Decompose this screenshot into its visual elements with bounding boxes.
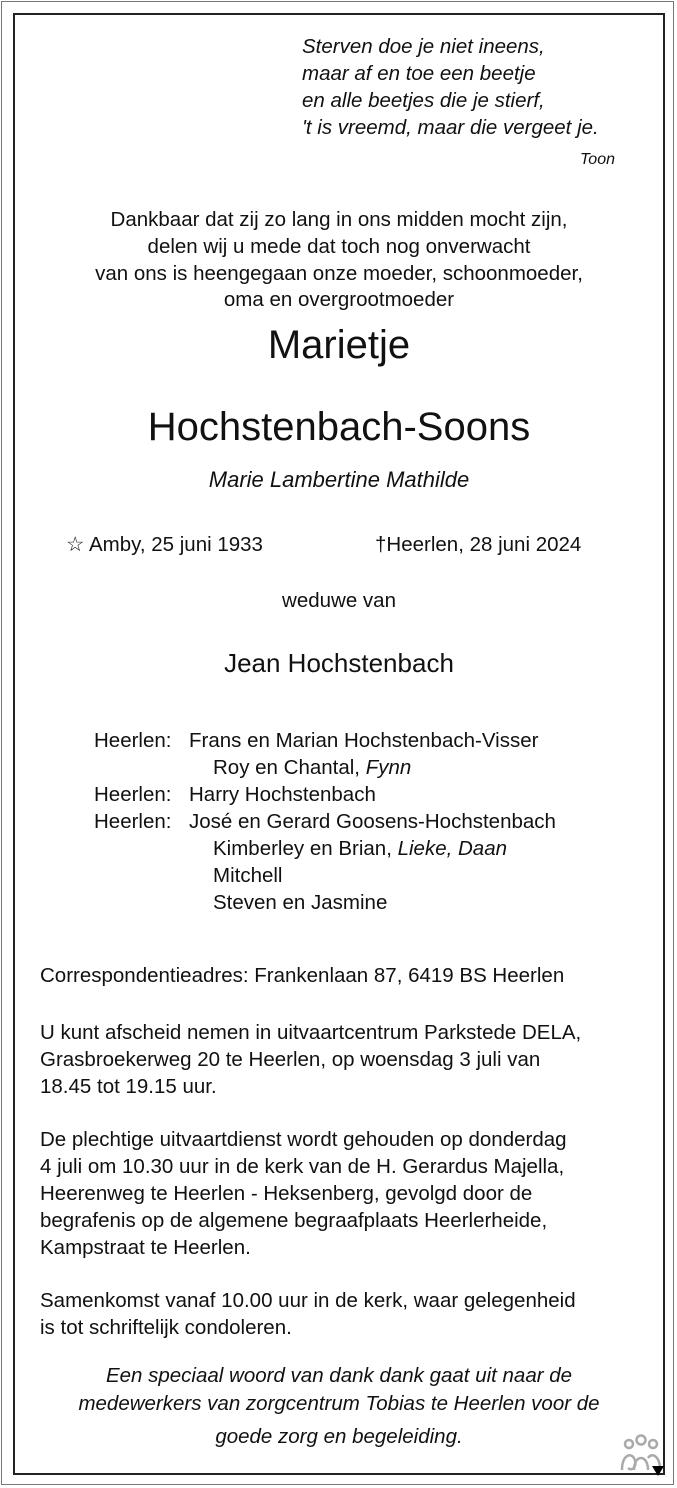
family-names bbox=[213, 890, 387, 916]
family-name-text: Frans en Marian Hochstenbach-Visser bbox=[189, 729, 539, 752]
poem-line: 't is vreemd, maar die vergeet je. bbox=[302, 116, 599, 139]
thanks-line: goede zorg en begeleiding. bbox=[215, 1425, 463, 1448]
farewell-line: Grasbroekerweg 20 te Heerlen, op woensdag 3 juli van bbox=[40, 1048, 541, 1071]
family-names bbox=[189, 809, 556, 835]
service-line: 4 juli om 10.30 uur in de kerk van de H. Gerardus Majella, bbox=[40, 1155, 565, 1178]
family-names bbox=[213, 755, 411, 781]
correspondence-address: Correspondentieadres: Frankenlaan 87, 6419 BS Heerlen bbox=[40, 964, 565, 987]
family-name-text: Roy en Chantal, bbox=[213, 756, 366, 779]
family-name-text: Harry Hochstenbach bbox=[189, 783, 376, 806]
farewell-line: 18.45 tot 19.15 uur. bbox=[40, 1075, 217, 1098]
service-line: Heerenweg te Heerlen - Heksenberg, gevolgd door de bbox=[40, 1182, 533, 1205]
intro-line: van ons is heengegaan onze moeder, schoonmoeder, bbox=[95, 262, 583, 285]
thanks-line: medewerkers van zorgcentrum Tobias te Heerlen voor de bbox=[78, 1392, 600, 1415]
family-names bbox=[213, 836, 507, 862]
widow-of: weduwe van bbox=[282, 589, 396, 612]
deceased-given-names: Marie Lambertine Mathilde bbox=[208, 467, 470, 492]
birth-text: Amby, 25 juni 1933 bbox=[88, 533, 263, 556]
star-icon: ☆ bbox=[66, 533, 85, 556]
cross-icon: † bbox=[375, 533, 387, 556]
poem-line: en alle beetjes die je stierf, bbox=[302, 89, 545, 112]
service-line: Kampstraat te Heerlen. bbox=[40, 1236, 251, 1259]
people-logo-icon bbox=[618, 1432, 664, 1478]
family-names bbox=[189, 782, 376, 808]
family-place: Heerlen: bbox=[94, 810, 172, 833]
birth-info bbox=[66, 532, 263, 558]
service-line: begrafenis op de algemene begraafplaats Heerlerheide, bbox=[40, 1209, 548, 1232]
gathering-line: is tot schriftelijk condoleren. bbox=[40, 1316, 292, 1339]
thanks-line: Een speciaal woord van dank dank gaat uit naar de bbox=[105, 1364, 573, 1387]
death-text: Heerlen, 28 juni 2024 bbox=[386, 533, 582, 556]
poem-line: maar af en toe een beetje bbox=[302, 62, 536, 85]
family-place: Heerlen: bbox=[94, 729, 172, 752]
family-name-text: Steven en Jasmine bbox=[213, 891, 388, 914]
intro-line: delen wij u mede dat toch nog onverwacht bbox=[147, 235, 531, 258]
poem-line: Sterven doe je niet ineens, bbox=[302, 35, 545, 58]
death-info bbox=[375, 532, 581, 558]
family-name-text: Mitchell bbox=[213, 864, 283, 887]
deceased-last-name: Hochstenbach-Soons bbox=[147, 405, 531, 449]
spouse-name: Jean Hochstenbach bbox=[224, 648, 454, 678]
intro-line: Dankbaar dat zij zo lang in ons midden mocht zijn, bbox=[110, 208, 568, 231]
family-name-text: José en Gerard Goosens-Hochstenbach bbox=[189, 810, 556, 833]
family-place: Heerlen: bbox=[94, 783, 172, 806]
intro-line: oma en overgrootmoeder bbox=[223, 288, 455, 311]
family-grandchildren: Lieke, Daan bbox=[397, 837, 508, 860]
gathering-line: Samenkomst vanaf 10.00 uur in de kerk, waar gelegenheid bbox=[40, 1289, 576, 1312]
poem-author: Toon bbox=[580, 151, 615, 168]
family-names bbox=[213, 863, 283, 889]
family-name-text: Kimberley en Brian, bbox=[213, 837, 398, 860]
service-line: De plechtige uitvaartdienst wordt gehouden op donderdag bbox=[40, 1128, 567, 1151]
farewell-line: U kunt afscheid nemen in uitvaartcentrum Parkstede DELA, bbox=[40, 1021, 582, 1044]
family-grandchildren: Fynn bbox=[365, 756, 412, 779]
family-names bbox=[189, 728, 538, 754]
deceased-first-name: Marietje bbox=[267, 323, 411, 367]
